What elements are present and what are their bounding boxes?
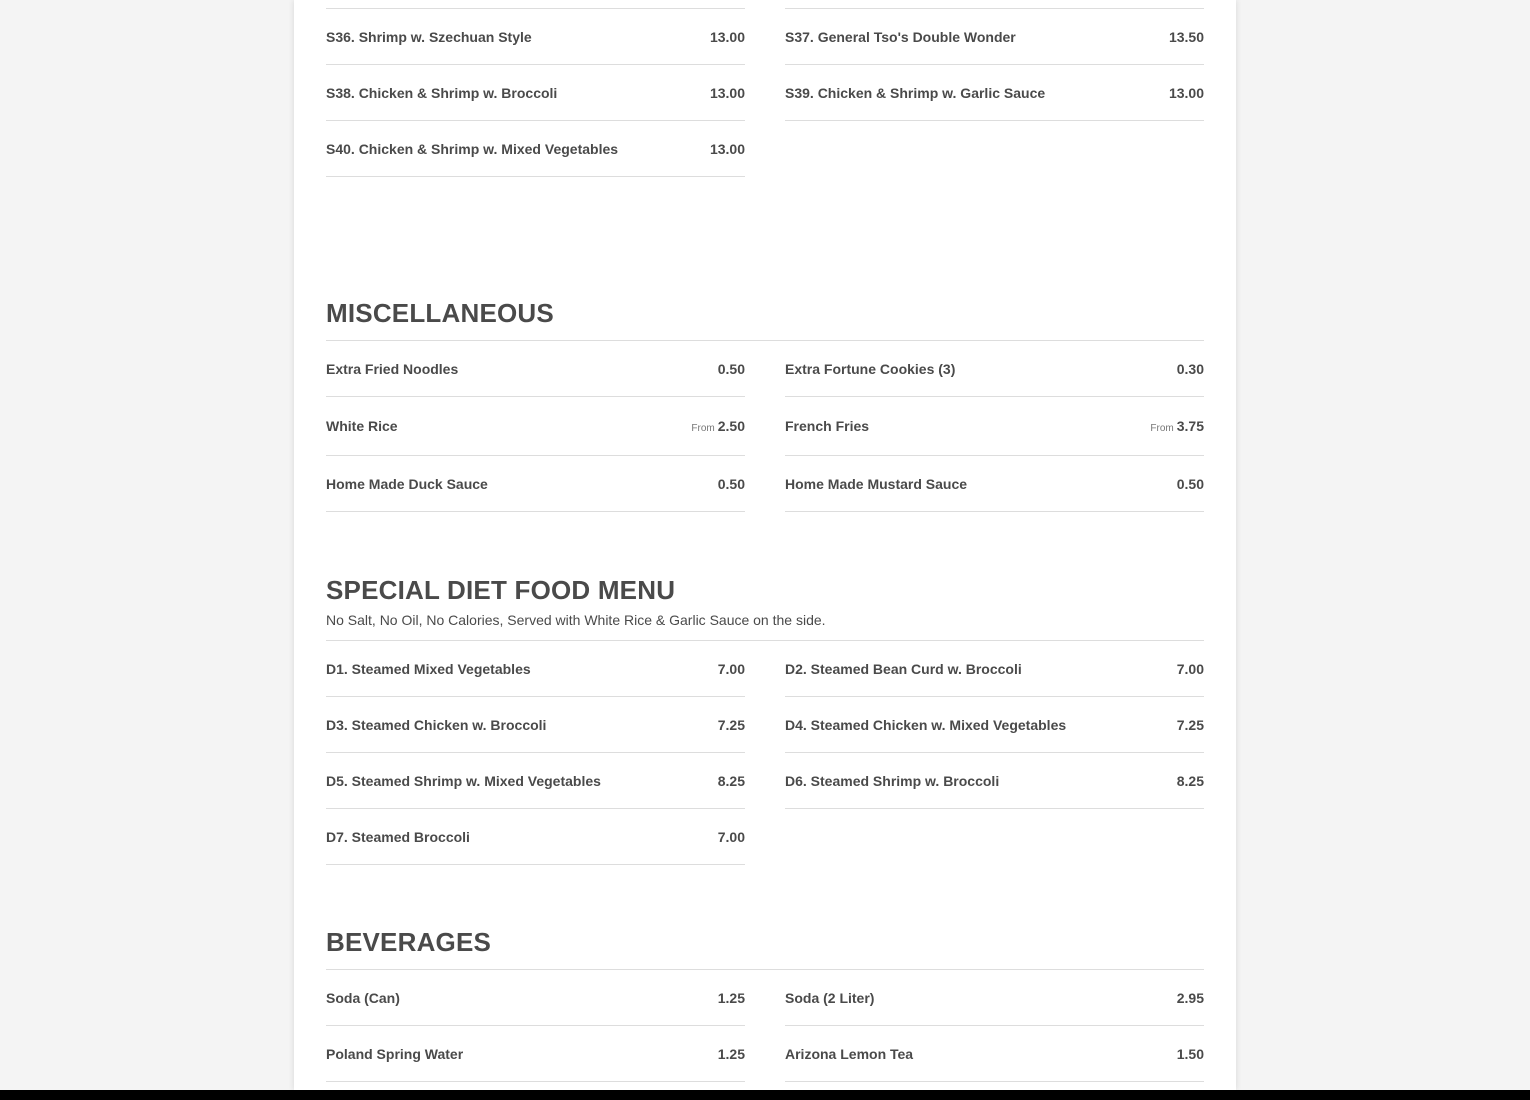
menu-item[interactable] <box>326 641 745 697</box>
section-title: MISCELLANEOUS <box>326 298 554 328</box>
item-price: 8.25 <box>1176 772 1204 789</box>
item-price: 7.25 <box>1176 716 1204 733</box>
menu-item[interactable] <box>326 65 745 121</box>
menu-item[interactable] <box>326 121 745 177</box>
item-price: 7.00 <box>717 828 745 845</box>
item-price: 0.30 <box>1176 360 1204 377</box>
item-price: 13.00 <box>709 140 745 157</box>
from-label: From <box>691 423 715 434</box>
menu-item[interactable] <box>785 397 1204 456</box>
item-name: Poland Spring Water <box>326 1045 464 1062</box>
menu-item[interactable] <box>326 970 745 1026</box>
section-title: BEVERAGES <box>326 927 492 957</box>
item-name: Soda (2 Liter) <box>785 989 875 1006</box>
item-name: D2. Steamed Bean Curd w. Broccoli <box>785 660 1022 677</box>
menu-item[interactable] <box>326 456 745 512</box>
item-price <box>1150 418 1204 434</box>
section-special-diet <box>326 575 1204 865</box>
menu-item[interactable] <box>785 9 1204 65</box>
menu-item[interactable] <box>785 641 1204 697</box>
section-subtitle: No Salt, No Oil, No Calories, Served with White Rice & Garlic Sauce on the side. <box>326 612 826 628</box>
menu-item[interactable] <box>785 970 1204 1026</box>
menu-item[interactable] <box>326 0 745 9</box>
item-price: 2.95 <box>1176 989 1204 1006</box>
item-name: Soda (Can) <box>326 989 400 1006</box>
menu-item[interactable] <box>326 753 745 809</box>
item-name: S38. Chicken & Shrimp w. Broccoli <box>326 84 558 101</box>
item-name: French Fries <box>785 418 870 434</box>
item-name: D5. Steamed Shrimp w. Mixed Vegetables <box>326 772 601 789</box>
item-price: 7.25 <box>717 716 745 733</box>
item-price: 1.25 <box>717 989 745 1006</box>
menu-item[interactable] <box>326 9 745 65</box>
item-price: 0.50 <box>717 475 745 492</box>
item-name: S40. Chicken & Shrimp w. Mixed Vegetables <box>326 140 619 157</box>
menu-item[interactable] <box>785 341 1204 397</box>
item-price: 8.25 <box>717 772 745 789</box>
bottom-bar <box>0 1090 1530 1100</box>
item-name: Home Made Mustard Sauce <box>785 475 968 492</box>
item-price: 1.25 <box>717 1045 745 1062</box>
misc-items <box>326 341 1204 512</box>
item-price: 13.00 <box>1168 84 1204 101</box>
menu-item[interactable] <box>326 397 745 456</box>
item-name: Extra Fried Noodles <box>326 360 459 377</box>
item-name: D4. Steamed Chicken w. Mixed Vegetables <box>785 716 1067 733</box>
from-label: From <box>1150 423 1174 434</box>
section-title: SPECIAL DIET FOOD MENU <box>326 575 676 605</box>
section-beverages <box>326 927 1204 1082</box>
item-name: Home Made Duck Sauce <box>326 475 488 492</box>
section-seafood <box>326 0 1204 177</box>
item-name: S39. Chicken & Shrimp w. Garlic Sauce <box>785 84 1046 101</box>
price-value: 2.50 <box>717 418 745 434</box>
menu-item[interactable] <box>326 1026 745 1082</box>
menu-page <box>294 0 1236 1090</box>
item-price: 13.50 <box>1168 28 1204 45</box>
item-name: Arizona Lemon Tea <box>785 1045 914 1062</box>
item-name: D6. Steamed Shrimp w. Broccoli <box>785 772 1000 789</box>
price-value: 3.75 <box>1176 418 1204 434</box>
item-price: 0.50 <box>1176 475 1204 492</box>
item-price: 1.50 <box>1176 1045 1204 1062</box>
menu-item[interactable] <box>326 341 745 397</box>
beverage-items <box>326 970 1204 1082</box>
diet-items <box>326 641 1204 865</box>
menu-item[interactable] <box>326 697 745 753</box>
item-name: D1. Steamed Mixed Vegetables <box>326 660 531 677</box>
item-name: S37. General Tso's Double Wonder <box>785 28 1016 45</box>
menu-item[interactable] <box>785 753 1204 809</box>
menu-item[interactable] <box>326 809 745 865</box>
menu-item[interactable] <box>785 1026 1204 1082</box>
menu-item[interactable] <box>785 456 1204 512</box>
item-price: 7.00 <box>1176 660 1204 677</box>
item-price: 13.00 <box>709 28 745 45</box>
item-name: D3. Steamed Chicken w. Broccoli <box>326 716 547 733</box>
item-name: White Rice <box>326 418 398 434</box>
menu-item[interactable] <box>785 65 1204 121</box>
item-price: 13.00 <box>709 84 745 101</box>
item-price <box>691 418 745 434</box>
item-name: S36. Shrimp w. Szechuan Style <box>326 28 532 45</box>
seafood-items <box>326 0 1204 177</box>
item-price: 0.50 <box>717 360 745 377</box>
item-price: 7.00 <box>717 660 745 677</box>
section-miscellaneous <box>326 298 1204 512</box>
item-name: Extra Fortune Cookies (3) <box>785 360 956 377</box>
item-name: D7. Steamed Broccoli <box>326 828 470 845</box>
menu-item[interactable] <box>785 697 1204 753</box>
menu-item[interactable] <box>785 0 1204 9</box>
